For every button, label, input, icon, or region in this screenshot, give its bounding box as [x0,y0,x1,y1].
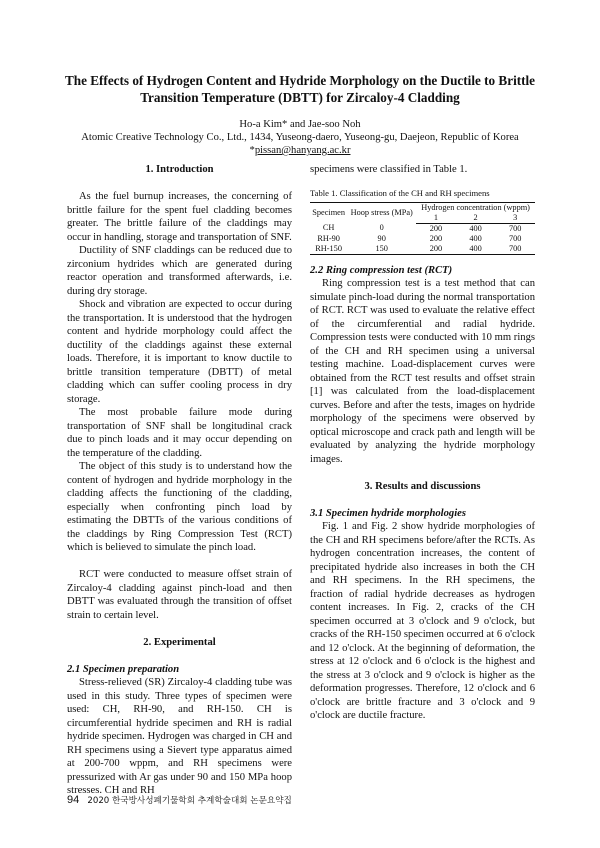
table-cell: CH [322,223,335,233]
author-names: Ho-a Kim* and Jae-soo Noh [239,119,361,130]
table-cell: 400 [469,233,482,243]
table-cell: 150 [375,243,388,253]
table-header-hydrogen-concentration: Hydrogen concentration (wppm) [421,202,530,212]
table-cell: 200 [429,233,443,243]
section-heading-results: 3. Results and discussions [364,480,481,492]
author-email[interactable]: pissan@hanyang.ac.kr [254,145,351,156]
left-column [67,163,292,798]
affiliation: Atomic Creative Technology Co., Ltd., 1434, Yuseong-daero, Yuseong-gu, Daejeon, Republic of Korea [81,132,519,143]
experimental-paragraph-1: Stress-relieved (SR) Zircaloy-4 cladding tube was used in this study. Three types of specimen were used: CH, RH-90, and RH-150. CH is circumferential hydride specimen and RH is radial hydride specimen. Hydrogen was charged in CH and RH specimens using a Sievert type apparatus aimed at 200-700 wppm, and RH specimens were pressurized with Ar gas under 90 and 150 MPa hoop stresses. CH and RH [67,677,292,796]
email-line [40,144,560,157]
author-block [40,118,560,157]
right-column [310,163,535,723]
table-caption: Table 1. Classification of the CH and RH specimens [310,187,490,198]
table-cell: 400 [469,243,482,253]
subsection-heading-3-1: 3.1 Specimen hydride morphologies [310,507,466,519]
intro-paragraph-2: Ductility of SNF claddings can be reduced due to zirconium hydrides which are generated during reactor operation and transformed afterwards, i.e. during dry storage. [67,245,292,297]
intro-paragraph-6: RCT were conducted to measure offset strain of Zircaloy-4 cladding against pinch-load and then DBTT was evaluated through the transition of offset strain to certain level. [67,569,292,621]
rct-paragraph-1: Ring compression test is a test method that can simulate pinch-load during the normal transportation of RCT. RCT was used to evaluate the relative effect of the circumferential and radial hydride. Compression tests were conducted with 10 mm rings of the CH and RH specimen using a universal testing machine. Load-displacement curves were obtained from the RCT test results and offset strain [1] was calculated from the load-displacement curves. Before and after the tests, images on hydride morphology of the specimens were observed by optical microscope and crack path and length will be evaluated by analyzing the hydride morphology images. [310,278,535,465]
page-footer [67,794,292,808]
intro-paragraph-3: Shock and vibration are expected to occur during the transportation. It is understood that the hydrogen content and hydride morphology could affect the ductility of the claddings against these external loads. Therefore, it is important to know ductile to brittle transition temperature (DBTT) of metal cladding which can suffer cooling process in dry storage. [67,299,292,405]
table-cell: 200 [429,243,443,253]
table-cell: 90 [377,233,386,243]
subsection-heading-2-1: 2.1 Specimen preparation [67,663,180,675]
email-marker: * [249,145,255,156]
table-subheader: 2 [456,213,496,224]
subsection-heading-2-2: 2.2 Ring compression test (RCT) [310,264,453,276]
results-paragraph-1: Fig. 1 and Fig. 2 show hydride morphologies of the CH and RH specimens before/after the RCTs. As hydrogen concentration increases, the content of precipitated hydride also increases in both the CH and RH specimens. In the RH specimens, the fraction of radial hydride decreases as hydrogen content increases. In Fig. 2, cracks of the CH specimen occurred at 3 o'clock and 9 o'clock, but cracks of the RH-150 specimen occurred at 6 o'clock and 12 o'clock. At the beginning of deformation, the stress at 12 o'clock and 6 o'clock is the highest and the stress at 3 o'clock and 9 o'clock is higher as the deformation progresses. Therefore, 12 o'clock and 6 o'clock are brittle fracture and 3 o'clock and 9 o'clock are ductile fracture. [310,521,535,721]
intro-paragraph-4: The most probable failure mode during transportation of SNF shall be longitudinal crack due to pinch loads and it may occur depending on the temperature of the cladding. [67,407,292,459]
table-cell: 200 [429,223,443,233]
table-cell: RH-150 [315,243,342,253]
specimen-table [310,202,535,255]
section-heading-experimental: 2. Experimental [143,636,216,648]
table-cell: 400 [469,223,482,233]
table-cell: RH-90 [317,233,340,243]
table-header-specimen: Specimen [312,207,345,217]
table-cell: 700 [508,233,522,243]
continuation-text: specimens were classified in Table 1. [310,164,468,175]
conference-name: 2020 한국방사성폐기물학회 추계학술대회 논문요약집 [87,796,292,806]
paper-title: The Effects of Hydrogen Content and Hydride Morphology on the Ductile to Brittle Transition Temperature (DBTT) for Zircaloy-4 Cladding [64,73,536,105]
section-heading-introduction: 1. Introduction [145,164,214,175]
table-subheader: 1 [416,213,456,224]
table-cell: 700 [508,223,522,233]
table-subheader: 3 [495,213,535,224]
table-cell: 0 [379,223,384,233]
page-number: 94 [67,794,80,806]
table-row [310,234,535,244]
intro-paragraph-5: The object of this study is to understand how the content of hydrogen and hydride morphology in the cladding affects the functioning of the cladding, especially when confronting pinch load by estimating the DBTTs of the various conditions of the claddings by Ring Compression Test (RCT) which is believed to simulate the pinch load. [67,461,292,553]
table-row [310,223,535,234]
table-cell: 700 [508,243,522,253]
table-header-hoop-stress: Hoop stress (MPa) [350,207,413,217]
table-row [310,244,535,255]
intro-paragraph-1: As the fuel burnup increases, the concerning of brittle failure for the spent fuel cladding becomes greater. The brittle failure of the claddings may occur in handling, storage and transportation of SNF. [67,191,292,243]
